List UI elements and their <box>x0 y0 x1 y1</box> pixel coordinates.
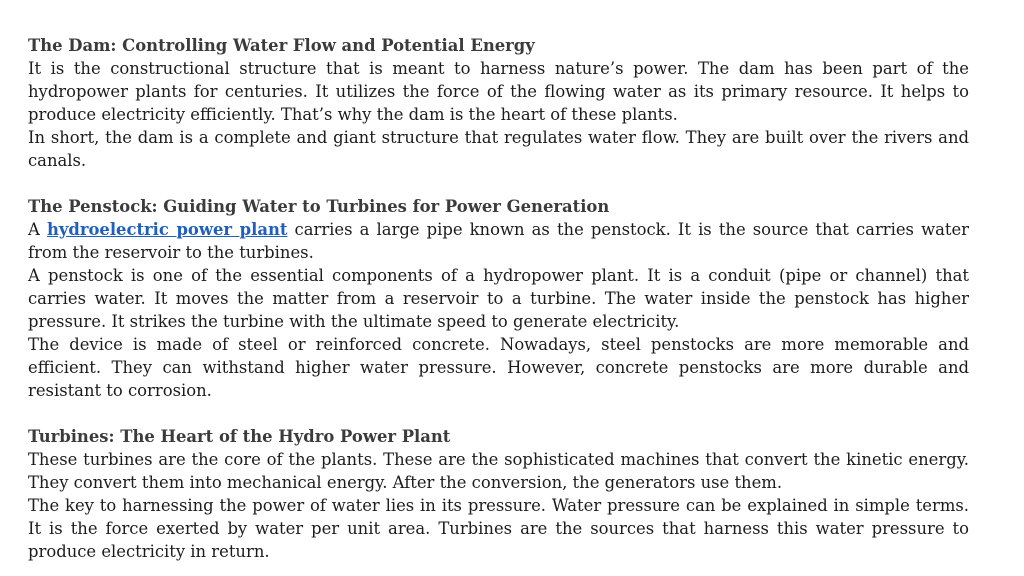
paragraph: These turbines are the core of the plants. These are the sophisticated machines that convert the kinetic energy. They convert them into mechanical energy. After the conversion, the generators use them. <box>28 450 969 492</box>
section-turbines <box>28 425 969 563</box>
paragraph-prefix: A <box>28 220 47 239</box>
paragraph-suffix: carries a large pipe known as the penstock. It is the source that carries water from the reservoir to the turbines. <box>28 220 969 262</box>
paragraph-with-link <box>28 218 969 264</box>
hydroelectric-power-plant-link[interactable]: hydroelectric power plant <box>46 220 288 239</box>
section-dam <box>28 34 969 172</box>
paragraph: In short, the dam is a complete and giant structure that regulates water flow. They are built over the rivers and canals. <box>28 128 969 170</box>
section-heading-turbines: Turbines: The Heart of the Hydro Power Plant <box>28 427 451 446</box>
paragraph: The device is made of steel or reinforced concrete. Nowadays, steel penstocks are more memorable and efficient. They can withstand higher water pressure. However, concrete penstocks are more durable and resistant to corrosion. <box>28 335 969 400</box>
paragraph: It is the constructional structure that is meant to harness nature’s power. The dam has been part of the hydropower plants for centuries. It utilizes the force of the flowing water as its primary resource. It helps to produce electricity efficiently. That’s why the dam is the heart of these plants. <box>28 59 969 124</box>
section-penstock <box>28 195 969 402</box>
paragraph: The key to harnessing the power of water lies in its pressure. Water pressure can be explained in simple terms. It is the force exerted by water per unit area. Turbines are the sources that harness this water pressure to produce electricity in return. <box>28 496 969 561</box>
section-heading-penstock: The Penstock: Guiding Water to Turbines for Power Generation <box>28 197 610 216</box>
section-heading-dam: The Dam: Controlling Water Flow and Potential Energy <box>28 36 535 55</box>
paragraph: A penstock is one of the essential components of a hydropower plant. It is a conduit (pipe or channel) that carries water. It moves the matter from a reservoir to a turbine. The water inside the penstock has higher pressure. It strikes the turbine with the ultimate speed to generate electricity. <box>28 266 969 331</box>
